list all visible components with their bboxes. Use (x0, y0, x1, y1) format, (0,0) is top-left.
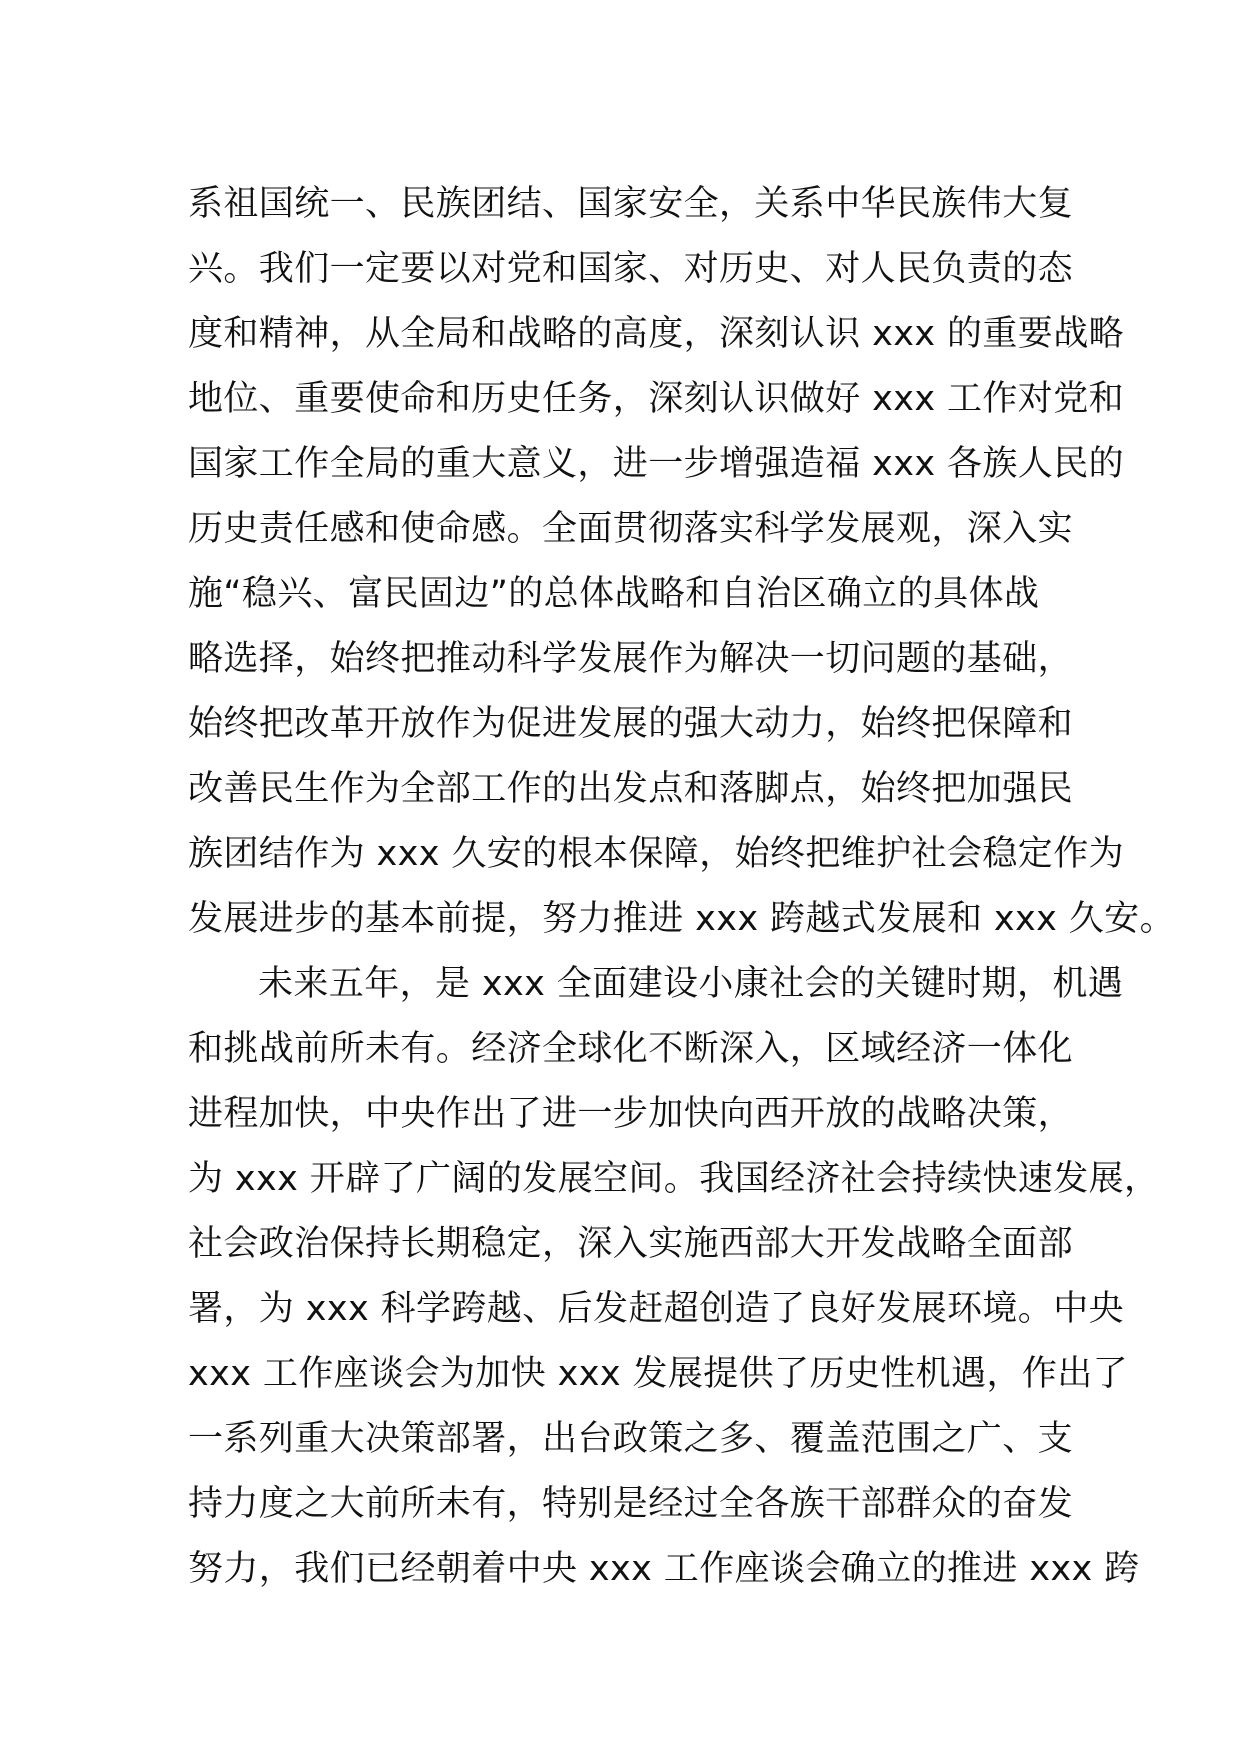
text-line: 进程加快，中央作出了进一步加快向西开放的战略决策， (188, 1094, 1074, 1134)
text-line: 社会政治保持长期稳定，深入实施西部大开发战略全面部 (188, 1224, 1074, 1264)
text-line: 施“稳兴、富民固边”的总体战略和自治区确立的具体战 (188, 574, 1040, 614)
text-line: xxx 工作座谈会为加快 xxx 发展提供了历史性机遇，作出了 (188, 1354, 1129, 1394)
text-line: 始终把改革开放作为促进发展的强大动力，始终把保障和 (188, 704, 1074, 744)
text-line: 地位、重要使命和历史任务，深刻认识做好 xxx 工作对党和 (188, 379, 1124, 419)
text-line: 历史责任感和使命感。全面贯彻落实科学发展观，深入实 (188, 509, 1074, 549)
text-line: 度和精神，从全局和战略的高度，深刻认识 xxx 的重要战略 (188, 314, 1124, 354)
text-line: 系祖国统一、民族团结、国家安全，关系中华民族伟大复 (188, 184, 1074, 224)
text-line: 发展进步的基本前提，努力推进 xxx 跨越式发展和 xxx 久安。 (188, 899, 1175, 939)
text-line: 努力，我们已经朝着中央 xxx 工作座谈会确立的推进 xxx 跨 (188, 1549, 1140, 1589)
body-text (188, 172, 1175, 1602)
text-line: 改善民生作为全部工作的出发点和落脚点，始终把加强民 (188, 769, 1074, 809)
text-line: 国家工作全局的重大意义，进一步增强造福 xxx 各族人民的 (188, 444, 1124, 484)
text-line: 兴。我们一定要以对党和国家、对历史、对人民负责的态 (188, 249, 1074, 289)
text-line: 持力度之大前所未有，特别是经过全各族干部群众的奋发 (188, 1484, 1074, 1524)
text-line: 族团结作为 xxx 久安的根本保障，始终把维护社会稳定作为 (188, 834, 1124, 874)
text-line: 略选择，始终把推动科学发展作为解决一切问题的基础， (188, 639, 1074, 679)
paragraph-start-line: 未来五年，是 xxx 全面建设小康社会的关键时期，机遇 (258, 964, 1124, 1004)
text-line: 和挑战前所未有。经济全球化不断深入，区域经济一体化 (188, 1029, 1074, 1069)
text-line: 一系列重大决策部署，出台政策之多、覆盖范围之广、支 (188, 1419, 1074, 1459)
text-line: 为 xxx 开辟了广阔的发展空间。我国经济社会持续快速发展， (188, 1159, 1160, 1199)
text-line: 署，为 xxx 科学跨越、后发赶超创造了良好发展环境。中央 (188, 1289, 1124, 1329)
